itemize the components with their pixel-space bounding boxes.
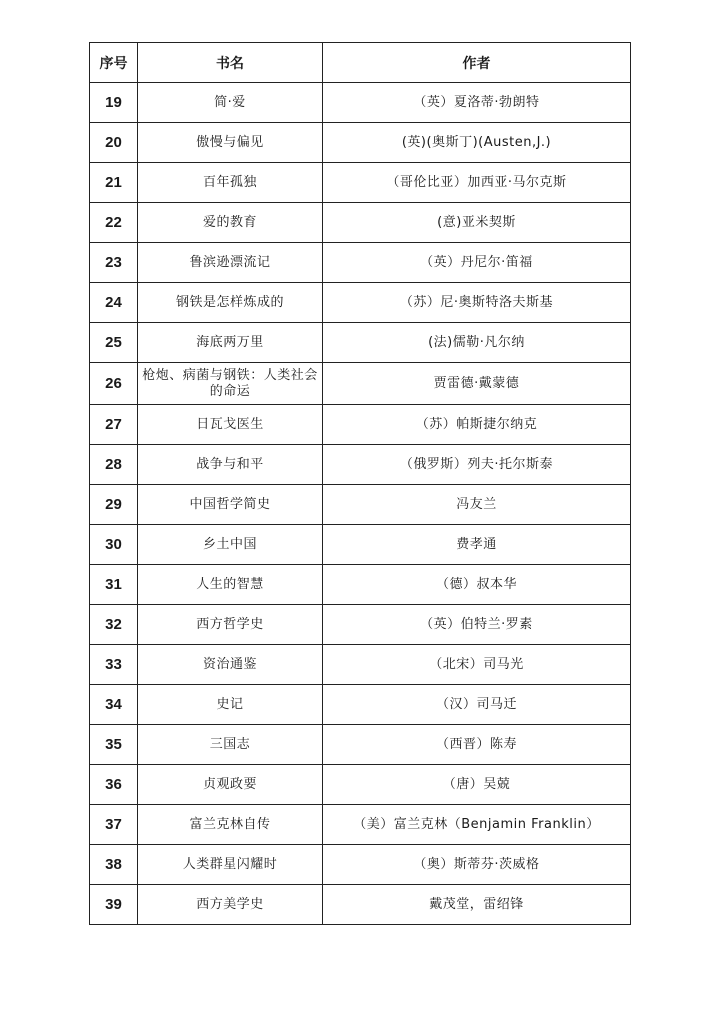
book-title: 海底两万里 [138, 323, 323, 363]
table-row [90, 645, 631, 685]
row-number: 20 [90, 123, 138, 163]
book-author: (法)儒勒·凡尔纳 [323, 323, 631, 363]
book-author: （西晋）陈寿 [323, 725, 631, 765]
book-author: （英）丹尼尔·笛福 [323, 243, 631, 283]
row-number: 34 [90, 685, 138, 725]
book-author: (英)(奥斯丁)(Austen,J.) [323, 123, 631, 163]
row-number: 26 [90, 363, 138, 405]
book-author: （英）伯特兰·罗素 [323, 605, 631, 645]
book-author: （汉）司马迁 [323, 685, 631, 725]
book-title: 鲁滨逊漂流记 [138, 243, 323, 283]
row-number: 27 [90, 405, 138, 445]
book-author: （苏）帕斯捷尔纳克 [323, 405, 631, 445]
row-number: 35 [90, 725, 138, 765]
table-row [90, 243, 631, 283]
table-row [90, 203, 631, 243]
book-title: 资治通鉴 [138, 645, 323, 685]
row-number: 24 [90, 283, 138, 323]
book-author: 戴茂堂，雷绍锋 [323, 885, 631, 925]
table-row [90, 845, 631, 885]
table-row [90, 123, 631, 163]
book-author: （北宋）司马光 [323, 645, 631, 685]
row-number: 25 [90, 323, 138, 363]
book-author: （美）富兰克林（Benjamin Franklin） [323, 805, 631, 845]
table-row [90, 605, 631, 645]
book-title: 西方哲学史 [138, 605, 323, 645]
table-row [90, 283, 631, 323]
book-author: （俄罗斯）列夫·托尔斯泰 [323, 445, 631, 485]
book-list-table [89, 42, 631, 925]
row-number: 21 [90, 163, 138, 203]
row-number: 19 [90, 83, 138, 123]
row-number: 31 [90, 565, 138, 605]
book-author: 费孝通 [323, 525, 631, 565]
table-row [90, 565, 631, 605]
book-title: 乡土中国 [138, 525, 323, 565]
book-author: 冯友兰 [323, 485, 631, 525]
row-number: 28 [90, 445, 138, 485]
table-row [90, 83, 631, 123]
row-number: 39 [90, 885, 138, 925]
table-row [90, 805, 631, 845]
book-author: 贾雷德·戴蒙德 [323, 363, 631, 405]
book-author: （英）夏洛蒂·勃朗特 [323, 83, 631, 123]
table-header [90, 43, 631, 83]
book-title: 战争与和平 [138, 445, 323, 485]
header-author: 作者 [323, 43, 631, 83]
row-number: 30 [90, 525, 138, 565]
header-title: 书名 [138, 43, 323, 83]
table-row [90, 323, 631, 363]
row-number: 33 [90, 645, 138, 685]
table-row [90, 525, 631, 565]
book-title: 傲慢与偏见 [138, 123, 323, 163]
book-title: 中国哲学简史 [138, 485, 323, 525]
book-title: 贞观政要 [138, 765, 323, 805]
header-row [90, 43, 631, 83]
book-title: 人类群星闪耀时 [138, 845, 323, 885]
table-row [90, 485, 631, 525]
table-row [90, 405, 631, 445]
row-number: 38 [90, 845, 138, 885]
book-title: 三国志 [138, 725, 323, 765]
book-title: 西方美学史 [138, 885, 323, 925]
book-title: 百年孤独 [138, 163, 323, 203]
book-title: 史记 [138, 685, 323, 725]
book-title: 人生的智慧 [138, 565, 323, 605]
table-row [90, 685, 631, 725]
book-author: （唐）吴兢 [323, 765, 631, 805]
book-title: 钢铁是怎样炼成的 [138, 283, 323, 323]
book-author: （苏）尼·奥斯特洛夫斯基 [323, 283, 631, 323]
book-author: （德）叔本华 [323, 565, 631, 605]
book-title: 富兰克林自传 [138, 805, 323, 845]
row-number: 22 [90, 203, 138, 243]
book-author: (意)亚米契斯 [323, 203, 631, 243]
book-title: 爱的教育 [138, 203, 323, 243]
book-author: （哥伦比亚）加西亚·马尔克斯 [323, 163, 631, 203]
row-number: 32 [90, 605, 138, 645]
table-row [90, 885, 631, 925]
row-number: 37 [90, 805, 138, 845]
row-number: 36 [90, 765, 138, 805]
book-title: 日瓦戈医生 [138, 405, 323, 445]
table-row [90, 163, 631, 203]
table-row [90, 363, 631, 405]
book-title: 简·爱 [138, 83, 323, 123]
table-row [90, 725, 631, 765]
book-title: 枪炮、病菌与钢铁：人类社会的命运 [138, 363, 323, 405]
header-no: 序号 [90, 43, 138, 83]
table-row [90, 765, 631, 805]
row-number: 23 [90, 243, 138, 283]
book-author: （奥）斯蒂芬·茨威格 [323, 845, 631, 885]
table-body [90, 83, 631, 925]
table-row [90, 445, 631, 485]
row-number: 29 [90, 485, 138, 525]
